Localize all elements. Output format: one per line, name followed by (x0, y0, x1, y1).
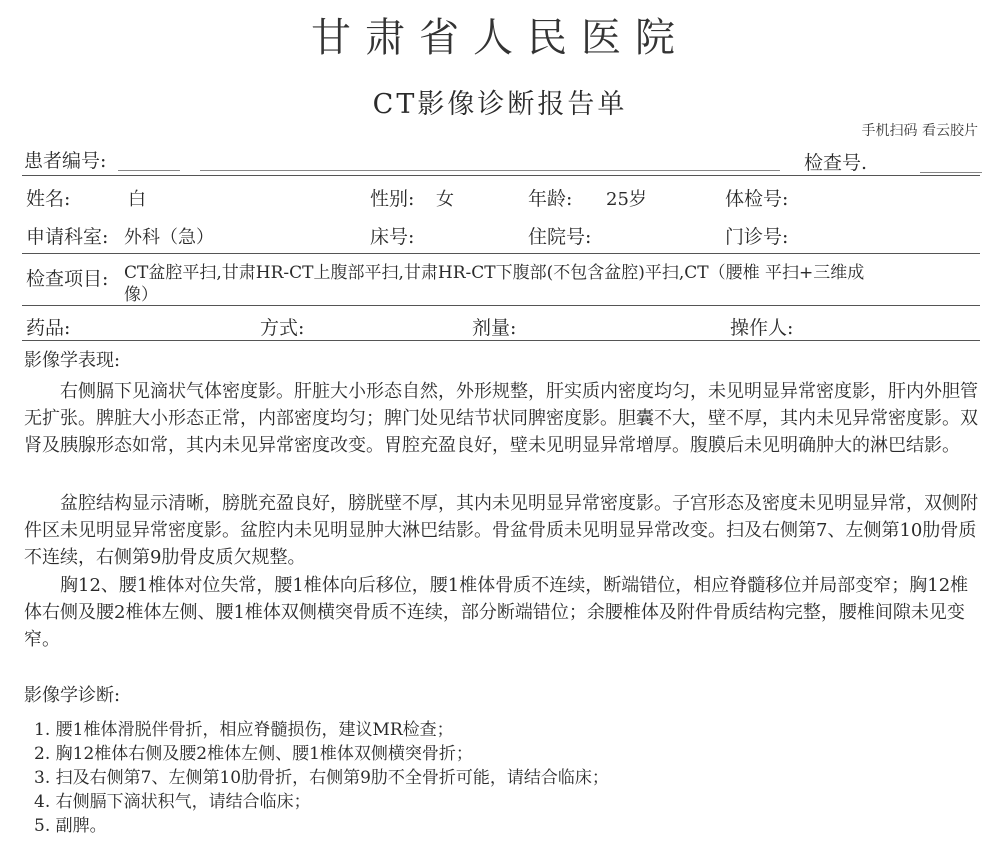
patient-id-label: 患者编号: (24, 150, 107, 172)
diagnosis-item-2: 2. 胸12椎体右侧及腰2椎体左侧、腰1椎体双侧横突骨折； (34, 744, 473, 764)
hospital-name: 甘肃省人民医院 (311, 15, 689, 61)
report-title: CT影像诊断报告单 (372, 89, 628, 120)
age-value: 25岁 (606, 189, 647, 210)
bed-label: 床号: (370, 226, 415, 248)
diagnosis-item-4: 4. 右侧膈下滴状积气，请结合临床； (34, 792, 311, 812)
inpatient-label: 住院号: (528, 226, 592, 248)
operator-label: 操作人: (730, 317, 794, 339)
exam-no-underline (920, 172, 982, 173)
findings-paragraph-3: 胸12、腰1椎体对位失常，腰1椎体向后移位，腰1椎体骨质不连续，断端错位，相应脊髓移位并局部变窄；胸12椎体右侧及腰2椎体左侧、腰1椎体双侧横突骨质不连续，部分断端错位；余腰椎体及附件骨质结构完整，腰椎间隙未见变窄。 (24, 575, 969, 650)
exam-items-line2: 像） (124, 285, 158, 305)
physical-no-label: 体检号: (725, 188, 789, 210)
findings-paragraph-2: 盆腔结构显示清晰，膀胱充盈良好，膀胱壁不厚，其内未见明显异常密度影。子宫形态及密度未见明显异常，双侧附件区未见明显异常密度影。盆腔内未见明显肿大淋巴结影。骨盆骨质未见明显异常改变。扫及右侧第7、左侧第10肋骨质不连续，右侧第9肋骨皮质欠规整。 (24, 493, 978, 568)
findings-title: 影像学表现: (24, 350, 121, 371)
diagnosis-item-3: 3. 扫及右侧第7、左侧第10肋骨折，右侧第9肋不全骨折可能，请结合临床； (34, 768, 609, 788)
gender-label: 性别: (370, 188, 415, 210)
patient-id-underline (118, 170, 180, 171)
dept-divider (22, 253, 980, 254)
method-label: 方式: (260, 317, 305, 339)
diagnosis-title: 影像学诊断: (24, 685, 121, 706)
exam-items-line1: CT盆腔平扫,甘肃HR-CT上腹部平扫,甘肃HR-CT下腹部(不包含盆腔)平扫,CT（腰椎 平扫+三维成 (124, 263, 865, 283)
drug-label: 药品: (26, 317, 71, 339)
age-label: 年龄: (528, 188, 573, 210)
name-value: 白 (128, 189, 146, 210)
findings-paragraph-1: 右侧膈下见滴状气体密度影。肝脏大小形态自然，外形规整，肝实质内密度均匀，未见明显异常密度影，肝内外胆管无扩张。脾脏大小形态正常，内部密度均匀；脾门处见结节状同脾密度影。胆囊不大，壁不厚，其内未见异常密度影。双肾及胰腺形态如常，其内未见异常密度改变。胃腔充盈良好，壁未见明显异常增厚。腹膜后未见明确肿大的淋巴结影。 (24, 381, 978, 456)
dept-value: 外科（急） (124, 227, 214, 248)
exam-items-divider (22, 305, 980, 306)
dose-label: 剂量: (472, 317, 517, 339)
dept-label: 申请科室: (26, 226, 109, 248)
diagnosis-item-5: 5. 副脾。 (34, 816, 107, 836)
gender-value: 女 (436, 189, 454, 210)
outpatient-label: 门诊号: (725, 226, 789, 248)
scan-note: 手机扫码 看云胶片 (861, 123, 978, 139)
diagnosis-item-1: 1. 腰1椎体滑脱伴骨折，相应脊髓损伤，建议MR检查； (34, 720, 454, 740)
header-underline (200, 170, 780, 171)
name-label: 姓名: (26, 188, 71, 210)
header-divider (22, 175, 980, 176)
drug-divider (22, 340, 980, 341)
exam-no-label: 检查号. (804, 152, 868, 174)
exam-items-label: 检查项目: (26, 268, 109, 290)
